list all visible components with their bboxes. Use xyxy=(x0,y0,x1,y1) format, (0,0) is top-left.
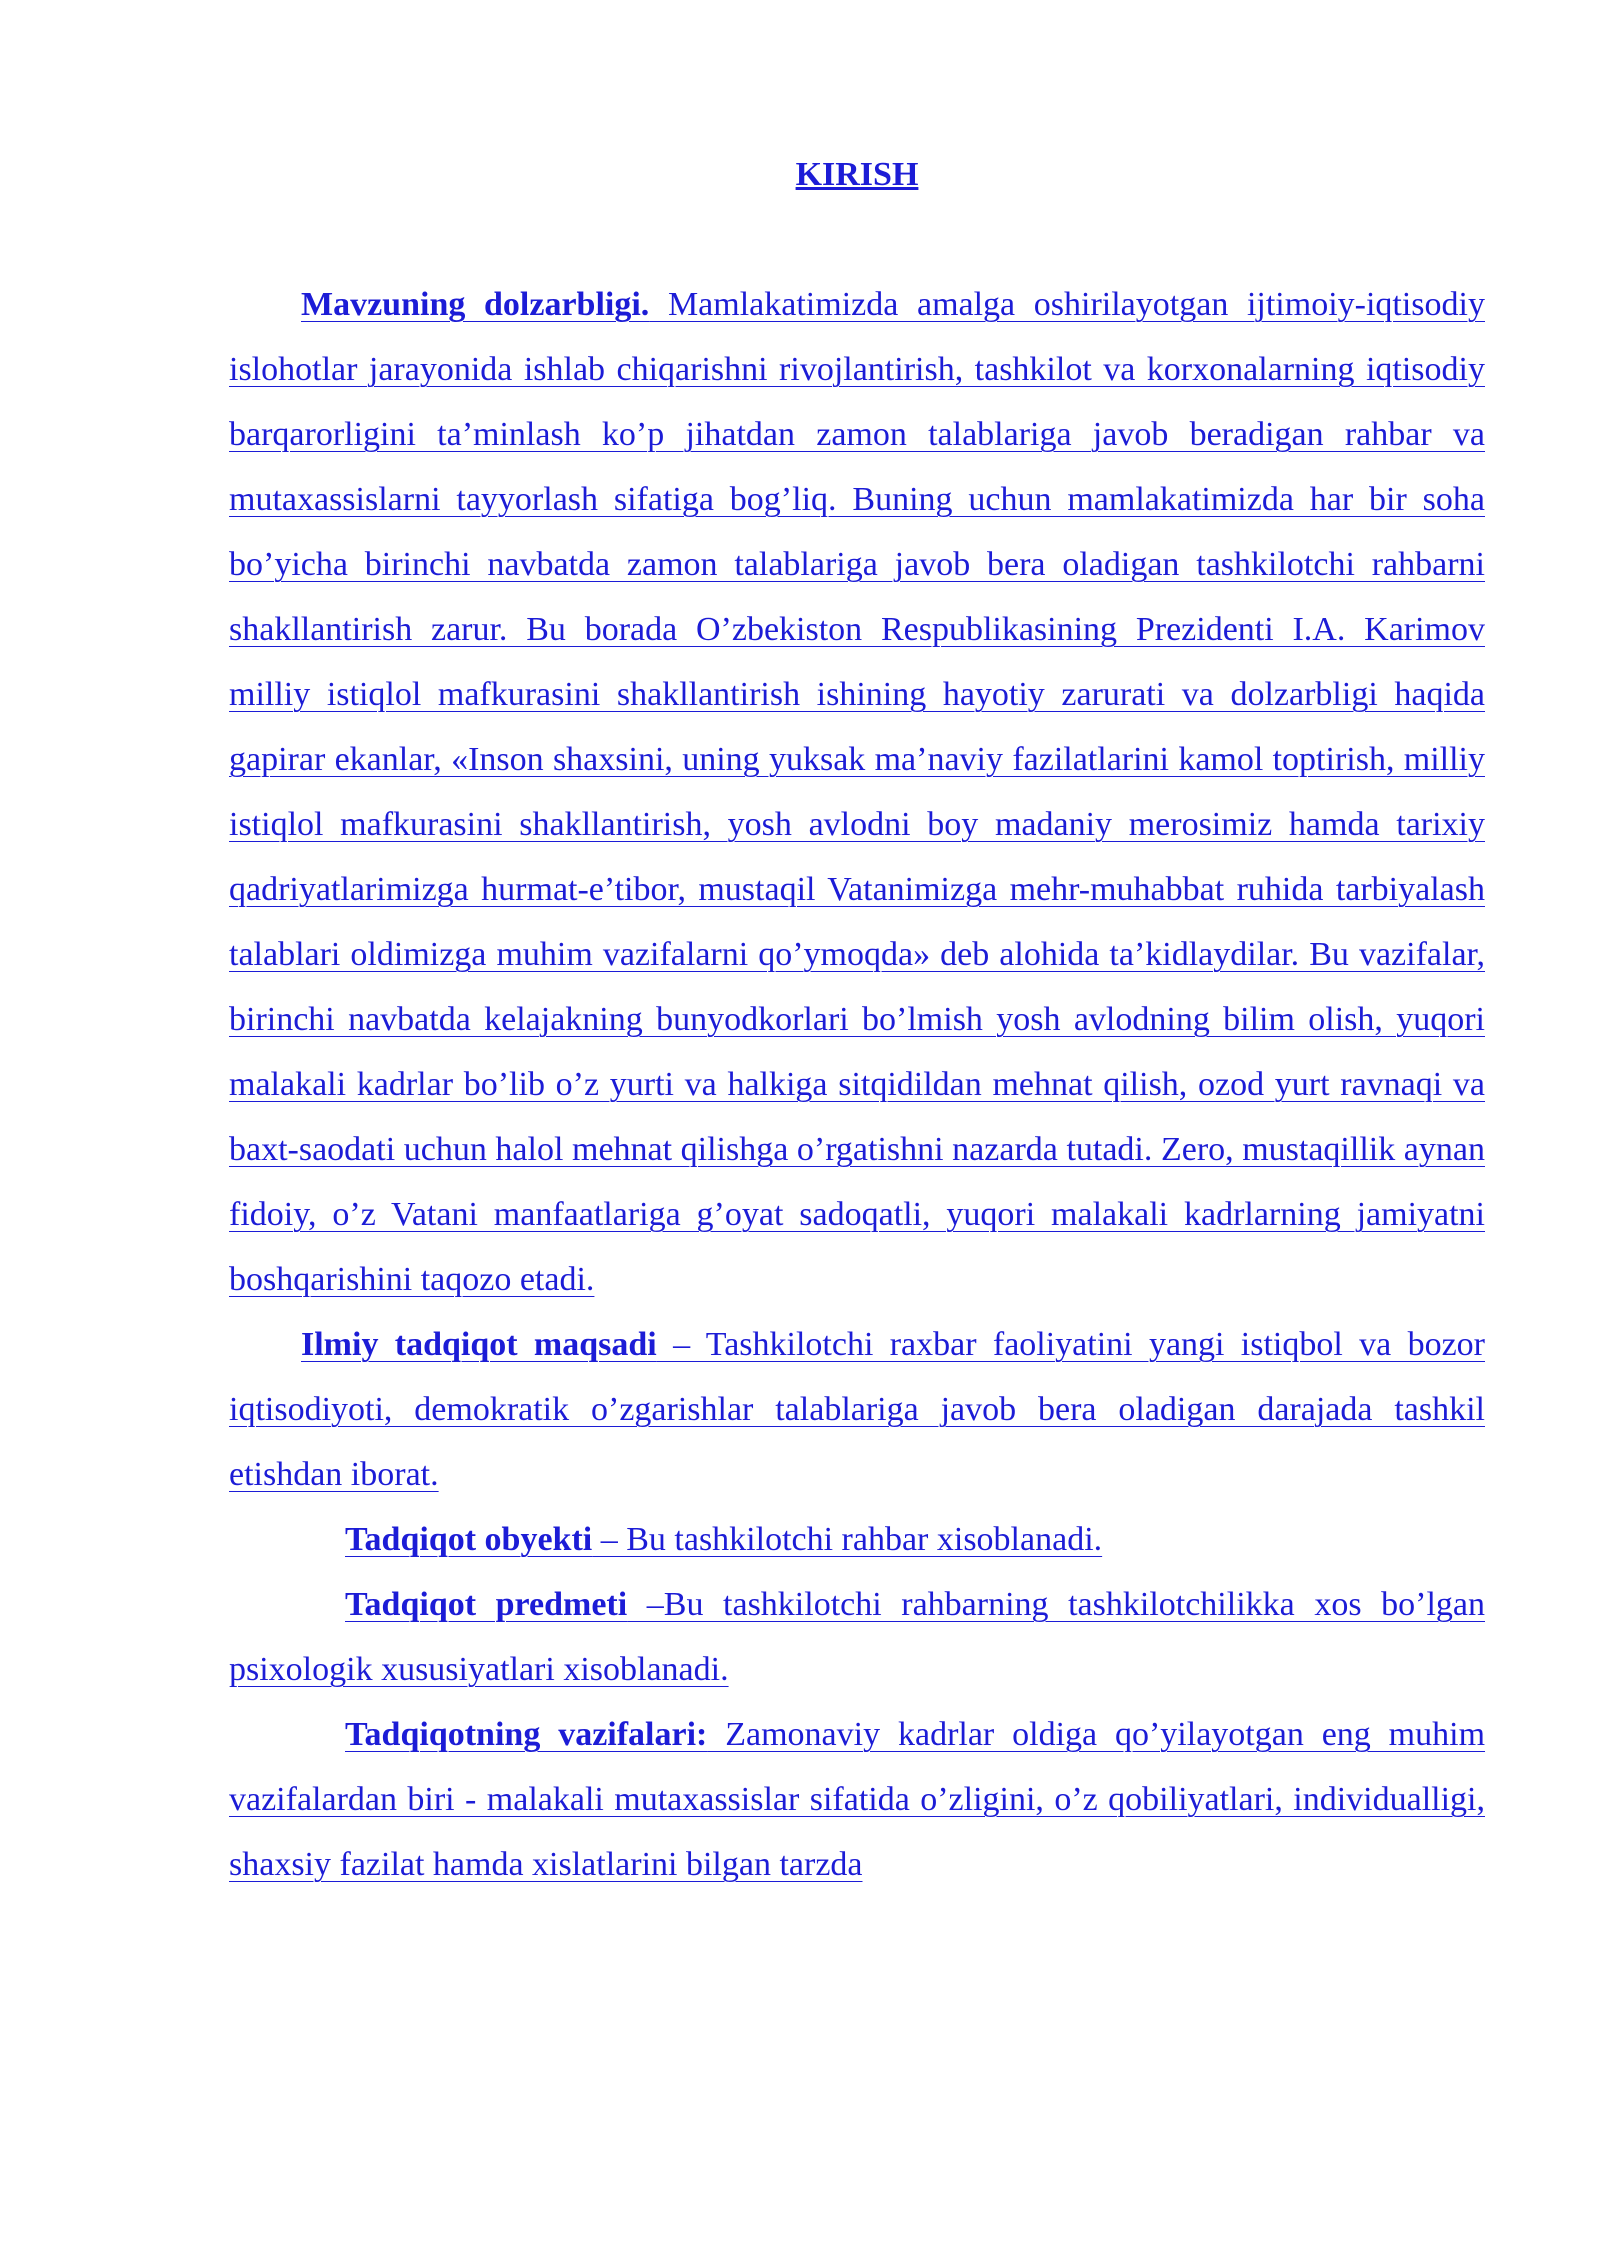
document-body xyxy=(229,150,1485,1897)
paragraph-relevance xyxy=(229,272,1485,1312)
paragraph-research-goal xyxy=(229,1312,1485,1507)
paragraph-text: Zamonaviy kadrlar oldiga qo’yilayotgan eng muhim vazifalardan biri - malakali mutaxassislar sifatida o’zligini, o’z qobiliyatlari, individualligi, shaxsiy fazilat hamda xislatlarini bilgan tarzda xyxy=(229,1716,1486,1883)
paragraph-research-object xyxy=(229,1507,1485,1572)
paragraph-lead: Tadqiqot predmeti xyxy=(345,1586,628,1623)
paragraph-lead: Tadqiqot obyekti xyxy=(345,1521,593,1558)
document-title: KIRISH xyxy=(795,156,919,193)
paragraph-research-subject xyxy=(229,1572,1485,1702)
paragraph-text: Mamlakatimizda amalga oshirilayotgan ijtimoiy-iqtisodiy islohotlar jarayonida ishlab chiqarishni rivojlantirish, tashkilot va korxonalarning iqtisodiy barqarorligini ta’minlash ko’p jihatdan zamon talablariga javob beradigan rahbar va mutaxassislarni tayyorlash sifatiga bog’liq. Buning uchun mamlakatimizda har bir soha bo’yicha birinchi navbatda zamon talablariga javob bera oladigan tashkilotchi rahbarni shakllantirish zarur. Bu borada O’zbekiston Respublikasining Prezidenti I.A. Karimov milliy istiqlol mafkurasini shakllantirish ishining hayotiy zarurati va dolzarbligi haqida gapirar ekanlar, «Inson shaxsini, uning yuksak ma’naviy fazilatlarini kamol toptirish, milliy istiqlol mafkurasini shakllantirish, yosh avlodni boy madaniy merosimiz hamda tarixiy qadriyatlarimizga hurmat-e’tibor, mustaqil Vatanimizga mehr-muhabbat ruhida tarbiyalash talablari oldimizga muhim vazifalarni qo’ymoqda» deb alohida ta’kidlaydilar. Bu vazifalar, birinchi navbatda kelajakning bunyodkorlari bo’lmish yosh avlodning bilim olish, yuqori malakali kadrlar bo’lib o’z yurti va halkiga sitqidildan mehnat qilish, ozod yurt ravnaqi va baxt-saodati uchun halol mehnat qilishga o’rgatishni nazarda tutadi. Zero, mustaqillik aynan fidoiy, o’z Vatani manfaatlariga g’oyat sadoqatli, yuqori malakali kadrlarning jamiyatni boshqarishini taqozo etadi. xyxy=(229,286,1485,1298)
paragraph-lead: Mavzuning dolzarbligi. xyxy=(301,286,650,323)
paragraph-text: – Tashkilotchi raxbar faoliyatini yangi istiqbol va bozor iqtisodiyoti, demokratik o’zgarishlar talablariga javob bera oladigan darajada tashkil etishdan iborat. xyxy=(229,1326,1485,1493)
paragraph-text: –Bu tashkilotchi rahbarning tashkilotchilikka xos bo’lgan psixologik xususiyatlari xisoblanadi. xyxy=(229,1586,1485,1688)
paragraph-lead: Ilmiy tadqiqot maqsadi xyxy=(301,1326,657,1363)
paragraph-lead: Tadqiqotning vazifalari: xyxy=(345,1716,708,1753)
paragraph-text: – Bu tashkilotchi rahbar xisoblanadi. xyxy=(592,1521,1103,1558)
paragraph-research-tasks xyxy=(229,1702,1485,1897)
